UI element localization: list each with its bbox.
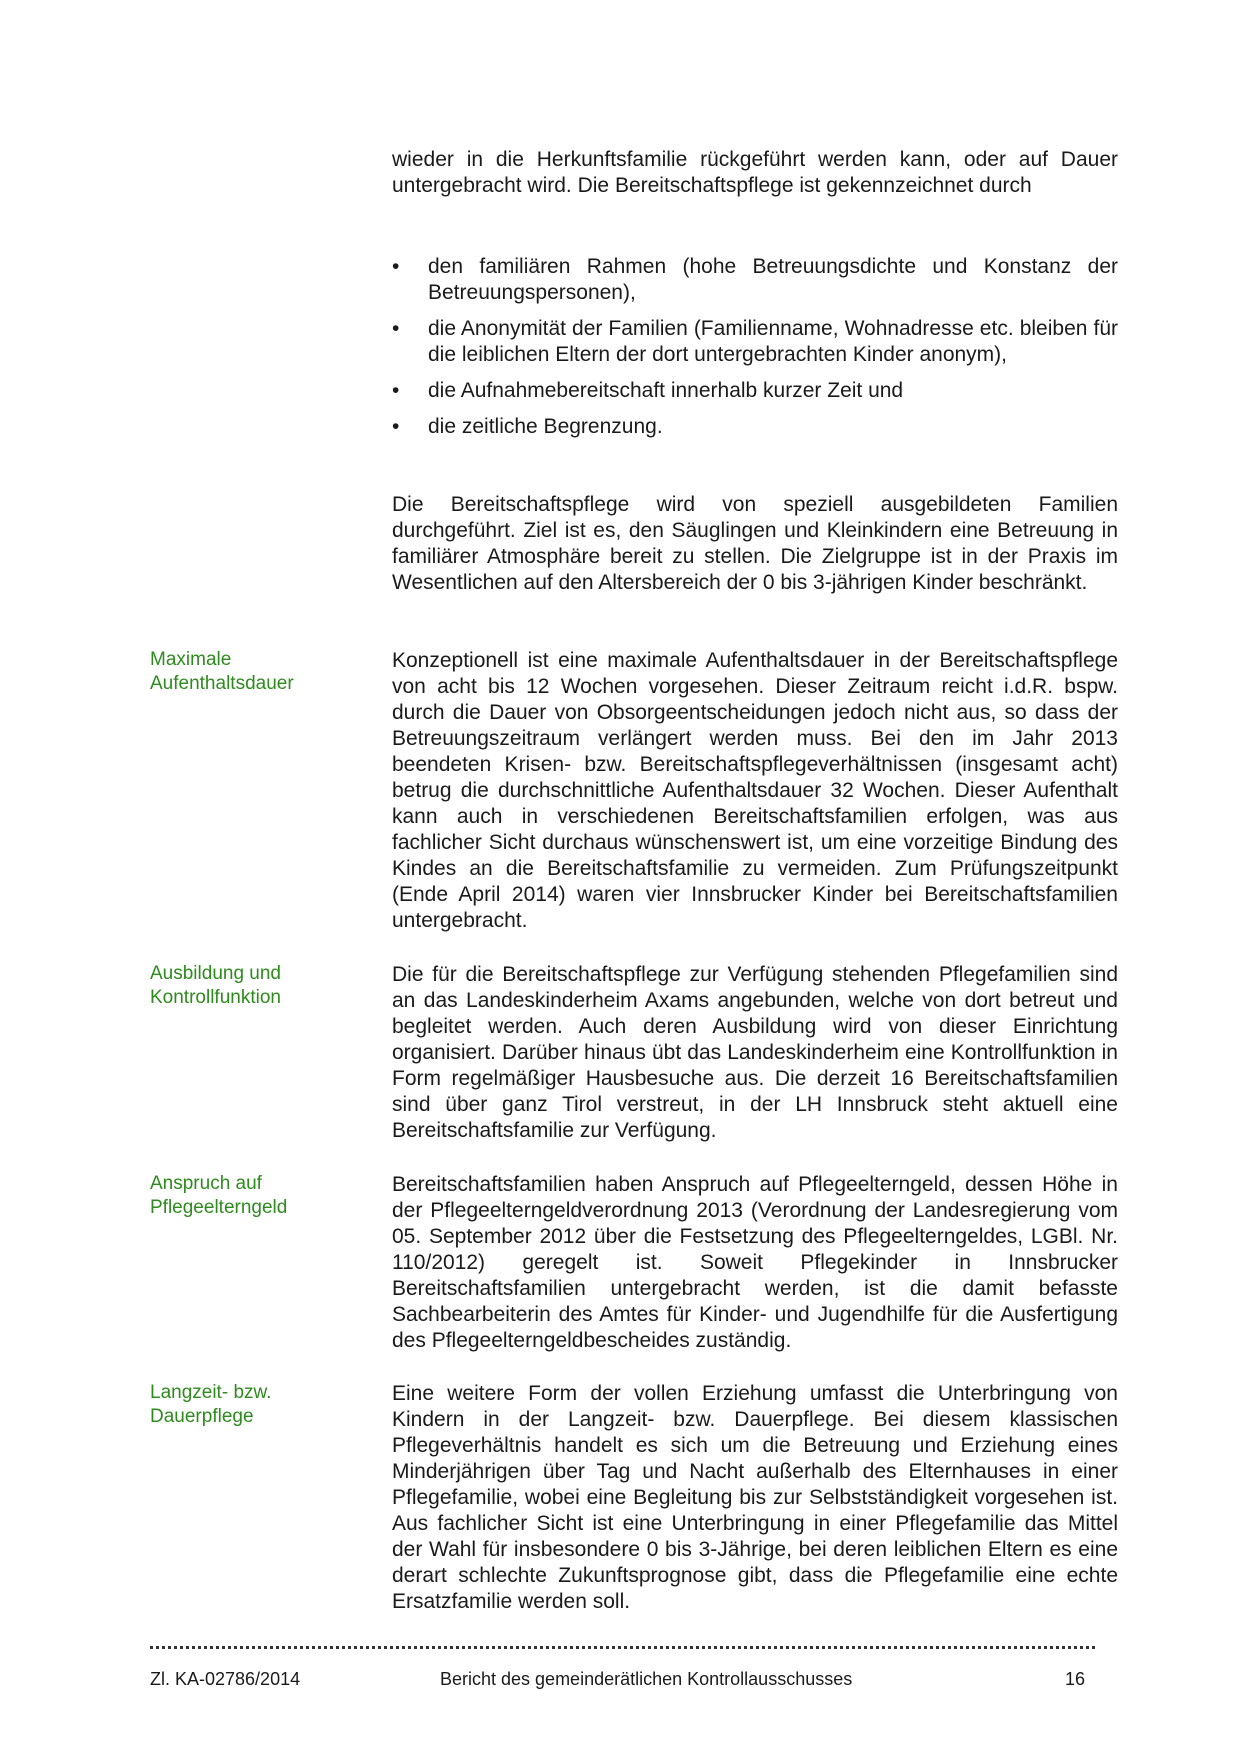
footer-divider (150, 1646, 1095, 1649)
bullet-icon: • (392, 255, 400, 278)
paragraph-target-group: Die Bereitschaftspflege wird von speziell ausgebildeten Familien durchgeführt. Ziel ist es, den Säuglingen und Kleinkindern eine Betreuung in familiärer Atmosphäre bereit zu stellen. Die Zielgruppe ist in der Praxis im Wesentlichen auf den Altersbereich der 0 bis 3-jährigen Kinder beschränkt. (392, 493, 1118, 594)
paragraph-ausbildung: Die für die Bereitschaftspflege zur Verfügung stehenden Pflegefamilien sind an das Landeskinderheim Axams angebunden, welche von dort betreut und begleitet werden. Auch deren Ausbildung wird von dieser Einrichtung organisiert. Darüber hinaus übt das Landeskinderheim eine Kontrollfunktion in Form regelmäßiger Hausbesuche aus. Die derzeit 16 Bereitschaftsfamilien sind über ganz Tirol verstreut, in der LH Innsbruck steht aktuell eine Bereitschaftsfamilie zur Verfügung. (392, 963, 1118, 1142)
margin-label-ausbildung: Ausbildung und Kontrollfunktion (150, 963, 281, 1008)
list-item (392, 378, 1118, 404)
bullet-icon: • (392, 317, 400, 340)
margin-label-dauerpflege: Langzeit- bzw. Dauerpflege (150, 1382, 272, 1427)
list-item-text: die Aufnahmebereitschaft innerhalb kurzer Zeit und (428, 379, 904, 402)
paragraph-aufenthaltsdauer: Konzeptionell ist eine maximale Aufenthaltsdauer in der Bereitschaftspflege von acht bis 12 Wochen vorgesehen. Dieser Zeitraum reicht i.d.R. bspw. durch die Dauer von Obsorgeentscheidungen jedoch nicht aus, so dass der Betreuungszeitraum verlängert werden muss. Bei den im Jahr 2013 beendeten Krisen- bzw. Bereitschaftspflegeverhältnissen (insgesamt acht) betrug die durchschnittliche Aufenthaltsdauer 32 Wochen. Dieser Aufenthalt kann auch in verschiedenen Bereitschaftsfamilien erfolgen, was aus fachlicher Sicht durchaus wünschenswert ist, um eine vorzeitige Bindung des Kindes an die Bereitschaftsfamilie zu vermeiden. Zum Prüfungszeitpunkt (Ende April 2014) waren vier Innsbrucker Kinder bei Bereitschaftsfamilien untergebracht. (392, 649, 1118, 932)
bullet-icon: • (392, 415, 400, 438)
margin-label-pflegeelterngeld: Anspruch auf Pflegeelterngeld (150, 1173, 288, 1218)
feature-bullet-list (392, 254, 1118, 440)
list-item-text: die zeitliche Begrenzung. (428, 415, 663, 438)
footer-title: Bericht des gemeinderätlichen Kontrollausschusses (440, 1669, 853, 1689)
paragraph-dauerpflege: Eine weitere Form der vollen Erziehung umfasst die Unterbringung von Kindern in der Langzeit- bzw. Dauerpflege. Bei diesem klassischen Pflegeverhältnis handelt es sich um die Betreuung und Erziehung eines Minderjährigen über Tag und Nacht außerhalb des Elternhauses in einer Pflegefamilie, wobei eine Begleitung bis zur Selbstständigkeit vorgesehen ist. Aus fachlicher Sicht ist eine Unterbringung in einer Pflegefamilie das Mittel der Wahl für insbesondere 0 bis 3-Jährige, bei deren leiblichen Eltern es eine derart schlechte Zukunftsprognose gibt, dass die Pflegefamilie eine echte Ersatzfamilie werden soll. (392, 1382, 1118, 1613)
intro-paragraph: wieder in die Herkunftsfamilie rückgeführt werden kann, oder auf Dauer untergebracht wird. Die Bereitschaftspflege ist gekennzeichnet durch (392, 148, 1118, 197)
list-item (392, 254, 1118, 306)
margin-label-aufenthaltsdauer: Maximale Aufenthaltsdauer (150, 649, 294, 694)
page-number: 16 (1065, 1669, 1086, 1689)
paragraph-pflegeelterngeld: Bereitschaftsfamilien haben Anspruch auf Pflegeelterngeld, dessen Höhe in der Pflegeelterngeldverordnung 2013 (Verordnung der Landesregierung vom 05. September 2012 über die Festsetzung des Pflegeelterngeldes, LGBl. Nr. 110/2012) geregelt ist. Soweit Pflegekinder in Innsbrucker Bereitschaftsfamilien untergebracht werden, ist die damit befasste Sachbearbeiterin des Amtes für Kinder- und Jugendhilfe für die Ausfertigung des Pflegeelterngeldbescheides zuständig. (392, 1173, 1118, 1352)
list-item (392, 316, 1118, 368)
list-item (392, 414, 1118, 440)
list-item-text: die Anonymität der Familien (Familienname, Wohnadresse etc. bleiben für die leiblichen Eltern der dort untergebrachten Kinder anonym), (428, 317, 1118, 366)
footer-reference: Zl. KA-02786/2014 (150, 1669, 301, 1689)
bullet-icon: • (392, 379, 400, 402)
list-item-text: den familiären Rahmen (hohe Betreuungsdichte und Konstanz der Betreuungspersonen), (428, 255, 1118, 304)
